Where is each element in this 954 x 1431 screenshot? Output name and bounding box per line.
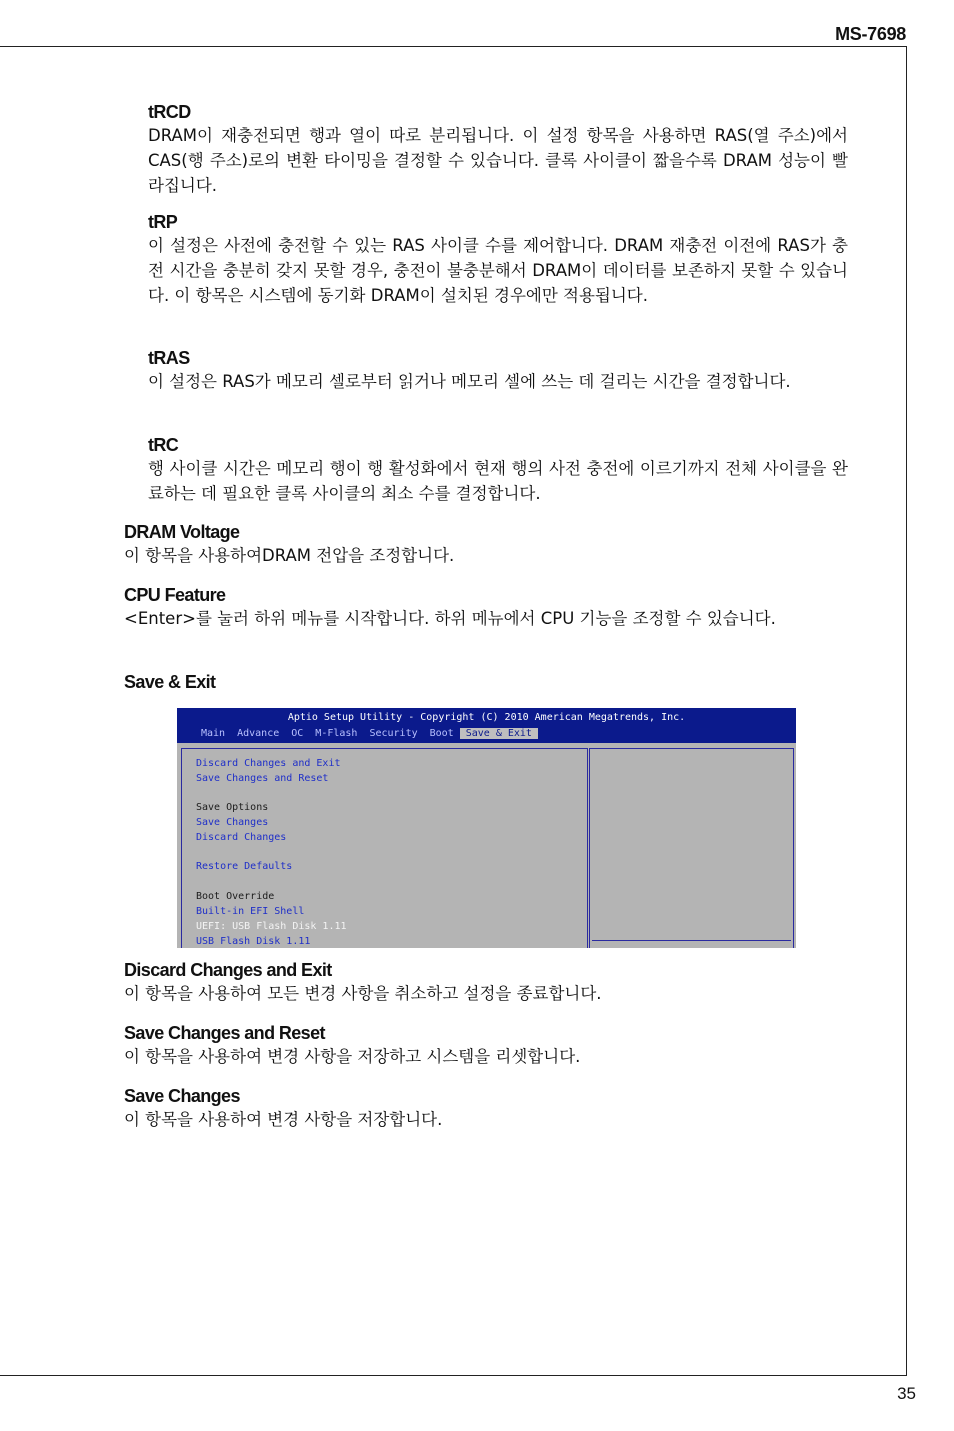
tab-main[interactable]: Main: [201, 728, 226, 739]
section-body: DRAM이 재충전되면 행과 열이 따로 분리됩니다. 이 설정 항목을 사용하면 RAS(열 주소)에서 CAS(행 주소)로의 변환 타이밍을 결정할 수 있습니다. 클록 사이클이 짧을수록 DRAM 성능이 빨라집니다.: [148, 126, 848, 195]
bios-title: Aptio Setup Utility - Copyright (C) 2010 American Megatrends, Inc.: [287, 712, 686, 723]
section-save-changes: [124, 1085, 848, 1132]
section-trc: [148, 434, 848, 506]
menu-item-discard-changes-exit[interactable]: Discard Changes and Exit: [196, 758, 341, 769]
section-title: Discard Changes and Exit: [124, 960, 332, 980]
section-title: DRAM Voltage: [124, 522, 240, 542]
section-trcd: [148, 101, 848, 198]
section-discard-changes-exit: [124, 959, 848, 1006]
page-number: 35: [897, 1384, 916, 1403]
bios-help-panel: [589, 748, 794, 948]
section-title: tRCD: [148, 102, 191, 122]
menu-item-uefi-usb-flash-disk[interactable]: UEFI: USB Flash Disk 1.11: [196, 921, 347, 932]
tab-boot[interactable]: Boot: [429, 728, 454, 739]
section-body: 이 설정은 RAS가 메모리 셀로부터 읽거나 메모리 셀에 쓰는 데 걸리는 시간을 결정합니다.: [148, 372, 791, 391]
tab-security[interactable]: Security: [369, 728, 418, 739]
bottom-rule: [0, 1375, 907, 1376]
section-body: 이 설정은 사전에 충전할 수 있는 RAS 사이클 수를 제어합니다. DRAM 재충전 이전에 RAS가 충전 시간을 충분히 갖지 못할 경우, 충전이 불충분해서 DRAM이 데이터를 보존하지 못할 수 있습니다. 이 항목은 시스템에 동기화 DRAM이 설치된 경우에만 적용됩니다.: [148, 236, 848, 305]
bios-menu-panel: [181, 748, 588, 948]
section-title: tRP: [148, 212, 178, 232]
tab-save-exit[interactable]: Save & Exit: [460, 728, 538, 739]
menu-heading-save-options: Save Options: [196, 802, 269, 813]
section-trp: [148, 211, 848, 308]
section-body: <Enter>를 눌러 하위 메뉴를 시작합니다. 하위 메뉴에서 CPU 기능을 조정할 수 있습니다.: [124, 609, 776, 628]
tab-oc[interactable]: OC: [291, 728, 304, 739]
section-save-changes-reset: [124, 1022, 848, 1069]
help-panel-divider: [592, 940, 791, 941]
bios-tab-bar: [195, 728, 538, 739]
menu-item-save-changes-reset[interactable]: Save Changes and Reset: [196, 773, 329, 784]
section-dram-voltage: [124, 521, 848, 568]
section-title: CPU Feature: [124, 585, 226, 605]
section-title: tRC: [148, 435, 179, 455]
section-body: 이 항목을 사용하여 변경 사항을 저장합니다.: [124, 1110, 443, 1129]
section-title: Save Changes and Reset: [124, 1023, 325, 1043]
section-body: 이 항목을 사용하여 모든 변경 사항을 취소하고 설정을 종료합니다.: [124, 984, 602, 1003]
section-title: tRAS: [148, 348, 190, 368]
tab-advance[interactable]: Advance: [237, 728, 280, 739]
bios-screenshot: [177, 708, 796, 948]
section-save-exit: [124, 671, 848, 693]
section-body: 행 사이클 시간은 메모리 행이 행 활성화에서 현재 행의 사전 충전에 이르기까지 전체 사이클을 완료하는 데 필요한 클록 사이클의 최소 수를 결정합니다.: [148, 459, 848, 503]
menu-item-discard-changes[interactable]: Discard Changes: [196, 832, 287, 843]
tab-m-flash[interactable]: M-Flash: [315, 728, 358, 739]
section-title: Save Changes: [124, 1086, 240, 1106]
section-body: 이 항목을 사용하여 변경 사항을 저장하고 시스템을 리셋합니다.: [124, 1047, 581, 1066]
model-number: MS-7698: [835, 24, 906, 44]
right-rule: [906, 46, 907, 1375]
menu-item-usb-flash-disk[interactable]: USB Flash Disk 1.11: [196, 936, 311, 947]
top-rule: [0, 46, 907, 47]
menu-item-restore-defaults[interactable]: Restore Defaults: [196, 861, 293, 872]
section-body: 이 항목을 사용하여DRAM 전압을 조정합니다.: [124, 546, 455, 565]
section-tras: [148, 347, 848, 394]
menu-item-save-changes[interactable]: Save Changes: [196, 817, 269, 828]
section-cpu-feature: [124, 584, 848, 631]
bios-header: [177, 708, 796, 743]
menu-item-built-in-efi-shell[interactable]: Built-in EFI Shell: [196, 906, 305, 917]
section-title: Save & Exit: [124, 672, 216, 692]
menu-heading-boot-override: Boot Override: [196, 891, 275, 902]
